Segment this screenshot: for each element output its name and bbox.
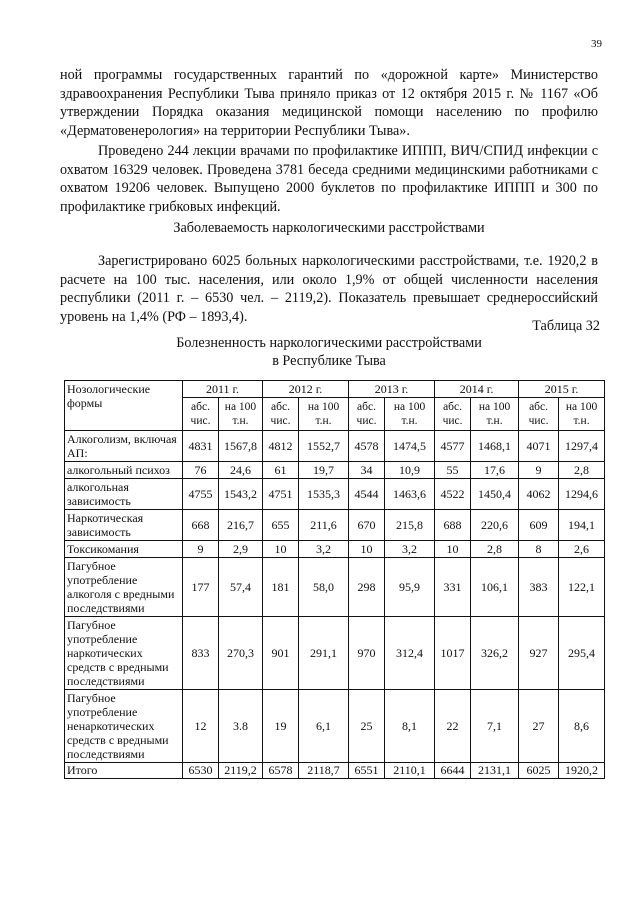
row-label: алкогольная зависимость (65, 479, 183, 510)
cell-rate: 7,1 (471, 690, 519, 763)
cell-absolute: 4071 (519, 431, 559, 462)
cell-rate: 17,6 (471, 462, 519, 479)
cell-absolute: 688 (435, 510, 471, 541)
cell-absolute: 177 (183, 558, 219, 617)
cell-rate: 2,8 (559, 462, 605, 479)
cell-rate: 1468,1 (471, 431, 519, 462)
cell-absolute: 1017 (435, 617, 471, 690)
table-row (65, 617, 605, 690)
cell-rate: 2110,1 (385, 763, 435, 779)
unit-header-abs: абс. чис. (183, 398, 219, 431)
year-header: 2015 г. (519, 381, 605, 398)
unit-header-abs: абс. чис. (435, 398, 471, 431)
row-label: Наркотическая зависимость (65, 510, 183, 541)
cell-rate: 1450,4 (471, 479, 519, 510)
year-header: 2012 г. (263, 381, 349, 398)
cell-absolute: 298 (349, 558, 385, 617)
table-row (65, 479, 605, 510)
cell-absolute: 25 (349, 690, 385, 763)
cell-absolute: 4062 (519, 479, 559, 510)
cell-rate: 326,2 (471, 617, 519, 690)
cell-absolute: 383 (519, 558, 559, 617)
cell-rate: 2,9 (219, 541, 263, 558)
cell-absolute: 34 (349, 462, 385, 479)
table-label: Таблица 32 (532, 318, 600, 334)
cell-absolute: 10 (349, 541, 385, 558)
cell-rate: 122,1 (559, 558, 605, 617)
cell-absolute: 331 (435, 558, 471, 617)
cell-absolute: 6644 (435, 763, 471, 779)
cell-absolute: 4522 (435, 479, 471, 510)
cell-absolute: 4577 (435, 431, 471, 462)
page-number: 39 (591, 38, 602, 50)
cell-absolute: 927 (519, 617, 559, 690)
cell-rate: 6,1 (299, 690, 349, 763)
cell-absolute: 4751 (263, 479, 299, 510)
cell-rate: 2119,2 (219, 763, 263, 779)
table-title-line1: Болезненность наркологическими расстройствами (176, 335, 482, 351)
cell-rate: 291,1 (299, 617, 349, 690)
cell-rate: 1543,2 (219, 479, 263, 510)
cell-absolute: 4755 (183, 479, 219, 510)
cell-rate: 2,8 (471, 541, 519, 558)
unit-header-abs: абс. чис. (263, 398, 299, 431)
cell-rate: 8,6 (559, 690, 605, 763)
cell-absolute: 61 (263, 462, 299, 479)
cell-absolute: 27 (519, 690, 559, 763)
cell-rate: 194,1 (559, 510, 605, 541)
cell-absolute: 6551 (349, 763, 385, 779)
cell-rate: 211,6 (299, 510, 349, 541)
paragraph-lectures: Проведено 244 лекции врачами по профилактике ИППП, ВИЧ/СПИД инфекции с охватом 16329 человек. Проведена 3781 беседа средними медицинскими работниками с охватом 19206 человек. Выпущено 2000 буклетов по профилактике ИППП и 300 по профилактике грибковых инфекций. (60, 143, 598, 215)
row-label: Пагубное употребление наркотических средств с вредными последствиями (65, 617, 183, 690)
year-header: 2011 г. (183, 381, 263, 398)
cell-rate: 2118,7 (299, 763, 349, 779)
cell-rate: 95,9 (385, 558, 435, 617)
unit-header-rate: на 100 т.н. (219, 398, 263, 431)
cell-absolute: 10 (435, 541, 471, 558)
cell-absolute: 9 (183, 541, 219, 558)
cell-absolute: 22 (435, 690, 471, 763)
year-header: 2013 г. (349, 381, 435, 398)
paragraph-intro: ной программы государственных гарантий по «дорожной карте» Министерство здравоохранения Республики Тыва приняло приказ от 12 октября 2015 г. № 1167 «Об утверждении Порядка оказания медицинской помощи населению по профилю «Дерматовенерология» на территории Республики Тыва». (60, 67, 598, 139)
cell-rate: 295,4 (559, 617, 605, 690)
cell-rate: 106,1 (471, 558, 519, 617)
cell-rate: 3.8 (219, 690, 263, 763)
cell-rate: 19,7 (299, 462, 349, 479)
row-label: Токсикомания (65, 541, 183, 558)
cell-rate: 1297,4 (559, 431, 605, 462)
cell-absolute: 901 (263, 617, 299, 690)
table-header-years (65, 381, 605, 398)
cell-rate: 2,6 (559, 541, 605, 558)
cell-absolute: 76 (183, 462, 219, 479)
year-header: 2014 г. (435, 381, 519, 398)
cell-rate: 220,6 (471, 510, 519, 541)
paragraph-registered: Зарегистрировано 6025 больных наркологическими расстройствами, т.е. 1920,2 в расчете на 100 тыс. населения, или около 1,9% от общей численности населения республики (2011 г. – 6530 чел. – 2119,2). Показатель превышает среднероссийский уровень на 1,4% (РФ – 1893,4). (60, 253, 598, 325)
cell-absolute: 655 (263, 510, 299, 541)
unit-header-abs: абс. чис. (519, 398, 559, 431)
cell-rate: 58,0 (299, 558, 349, 617)
cell-rate: 1552,7 (299, 431, 349, 462)
corner-header: Нозологические формы (65, 381, 183, 431)
table-row (65, 541, 605, 558)
row-label: Пагубное употребление алкоголя с вредными последствиями (65, 558, 183, 617)
table-title (60, 334, 598, 370)
cell-rate: 24,6 (219, 462, 263, 479)
cell-absolute: 12 (183, 690, 219, 763)
unit-header-rate: на 100 т.н. (385, 398, 435, 431)
cell-rate: 1567,8 (219, 431, 263, 462)
cell-absolute: 19 (263, 690, 299, 763)
row-label: Итого (65, 763, 183, 779)
cell-absolute: 6578 (263, 763, 299, 779)
cell-rate: 3,2 (299, 541, 349, 558)
cell-rate: 8,1 (385, 690, 435, 763)
cell-rate: 10,9 (385, 462, 435, 479)
table-row (65, 462, 605, 479)
cell-absolute: 670 (349, 510, 385, 541)
cell-absolute: 4578 (349, 431, 385, 462)
table-row (65, 431, 605, 462)
cell-rate: 1535,3 (299, 479, 349, 510)
cell-absolute: 4544 (349, 479, 385, 510)
row-label: Пагубное употребление ненаркотических средств с вредными последствиями (65, 690, 183, 763)
cell-rate: 1463,6 (385, 479, 435, 510)
cell-rate: 215,8 (385, 510, 435, 541)
unit-header-abs: абс. чис. (349, 398, 385, 431)
total-row (65, 763, 605, 779)
cell-rate: 216,7 (219, 510, 263, 541)
row-label: алкогольный психоз (65, 462, 183, 479)
table-body (65, 431, 605, 779)
unit-header-rate: на 100 т.н. (559, 398, 605, 431)
cell-absolute: 609 (519, 510, 559, 541)
cell-absolute: 9 (519, 462, 559, 479)
cell-rate: 312,4 (385, 617, 435, 690)
cell-rate: 1920,2 (559, 763, 605, 779)
cell-absolute: 10 (263, 541, 299, 558)
section-heading: Заболеваемость наркологическими расстройствами (173, 220, 485, 236)
cell-absolute: 970 (349, 617, 385, 690)
cell-absolute: 6025 (519, 763, 559, 779)
cell-absolute: 181 (263, 558, 299, 617)
row-label: Алкоголизм, включая АП: (65, 431, 183, 462)
cell-absolute: 4831 (183, 431, 219, 462)
cell-absolute: 4812 (263, 431, 299, 462)
cell-absolute: 8 (519, 541, 559, 558)
table-row (65, 690, 605, 763)
cell-rate: 1474,5 (385, 431, 435, 462)
unit-header-rate: на 100 т.н. (299, 398, 349, 431)
cell-absolute: 6530 (183, 763, 219, 779)
table-row (65, 558, 605, 617)
table-title-line2: в Республике Тыва (272, 353, 386, 369)
table-row (65, 510, 605, 541)
cell-absolute: 833 (183, 617, 219, 690)
cell-rate: 57,4 (219, 558, 263, 617)
unit-header-rate: на 100 т.н. (471, 398, 519, 431)
morbidity-table (64, 380, 605, 779)
cell-rate: 1294,6 (559, 479, 605, 510)
cell-rate: 3,2 (385, 541, 435, 558)
cell-absolute: 668 (183, 510, 219, 541)
cell-rate: 270,3 (219, 617, 263, 690)
cell-absolute: 55 (435, 462, 471, 479)
cell-rate: 2131,1 (471, 763, 519, 779)
